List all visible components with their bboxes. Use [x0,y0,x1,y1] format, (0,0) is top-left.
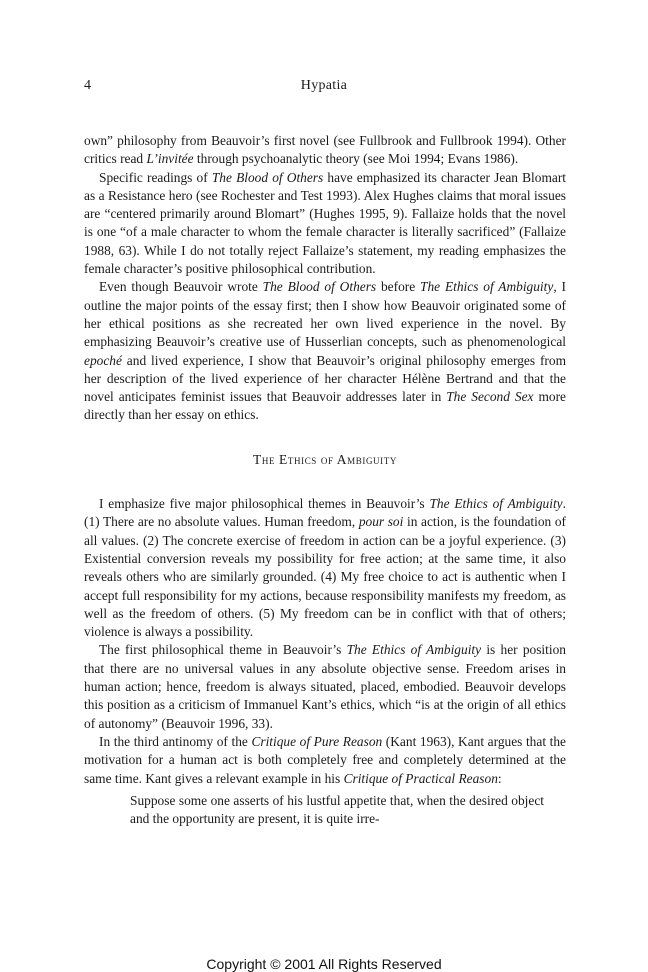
text-run: in action, is the foundation of all values. (2) The concrete exercise of freedom in action can be a joyful experience. (3) Existential conversion reveals my possibility for free action; at the same time, it also reveals others who are similarly grounded. (4) My free choice to act is authentic when I accept full responsibility for my actions, because responsibility manifests my freedom, as well as the freedom of others. (5) My freedom can be in conflict with that of others; violence is always a possibility. [84,514,566,640]
italic-text: The Second Sex [446,389,534,405]
text-run: I emphasize five major philosophical themes in Beauvoir’s [99,496,430,512]
copyright-footer: Copyright © 2001 All Rights Reserved [206,956,442,972]
italic-text: The Ethics of Ambiguity [420,279,554,295]
text-run: Even though Beauvoir wrote [99,279,263,295]
italic-text: The Ethics of Ambiguity [429,496,563,512]
text-run: own” philosophy from Beauvoir’s first novel (see Fullbrook and Fullbrook 1994). Other critics read [84,133,566,167]
italic-text: The Ethics of Ambiguity [346,642,482,658]
paragraph [84,641,566,732]
text-run: . (1) There are no absolute values. Human freedom, [84,496,566,530]
paragraph [84,278,566,424]
text-run: , I outline the major points of the essay first; then I show how Beauvoir originated some of her ethical positions as she recreated her own lived experience in the novel. By emphasizing Beauvoir’s creative use of Husserlian concepts, such as phenomenological [84,279,566,350]
paragraph [84,733,566,788]
text-run: and lived experience, I show that Beauvoir’s original philosophy emerges from her description of the lived experience of her character Hélène Bertrand and that the novel anticipates feminist issues that Beauvoir addresses later in [84,352,566,405]
text-run: The first philosophical theme in Beauvoir’s [99,642,347,658]
running-head: Hypatia [300,78,348,93]
italic-text: epoché [84,352,122,368]
italic-text: The Blood of Others [262,279,377,295]
page-number: 4 [84,78,91,93]
paragraph [84,169,566,279]
section-heading: The Ethics of Ambiguity [253,451,397,467]
text-run: (Kant 1963), Kant argues that the motivation for a human act is both completely free and completely determined at the same time. Kant gives a relevant example in his [84,733,566,786]
text-run: : [497,770,502,786]
italic-text: The Blood of Others [211,169,324,185]
block-quote: Suppose some one asserts of his lustful appetite that, when the desired object and the opportunity are present, it is quite irre- [130,792,544,827]
italic-text: L’invitée [146,151,194,167]
text-run: Specific readings of [99,169,212,185]
paragraph [84,132,566,169]
text-run: through psychoanalytic theory (see Moi 1994; Evans 1986). [193,151,519,167]
italic-text: Critique of Practical Reason [343,770,498,786]
text-run: In the third antinomy of the [99,733,252,749]
text-run: is her position that there are no universal values in any absolute objective sense. Freedom arises in human action; hence, freedom is always situated, placed, embodied. Beauvoir develops this position as a criticism of Immanuel Kant’s ethics, which “is at the origin of all ethics of autonomy” (Beauvoir 1996, 33). [84,642,566,731]
italic-text: Critique of Pure Reason [251,733,383,749]
italic-text: pour soi [358,514,404,530]
paragraph [84,495,566,641]
text-run: have emphasized its character Jean Blomart as a Resistance hero (see Rochester and Test 1993). Alex Hughes claims that moral issues are “centered primarily around Blomart” (Hughes 1995, 9). Fallaize holds that the novel is one “of a male character to whom the female character is literally sacrificed” (Fallaize 1988, 63). While I do not totally reject Fallaize’s statement, my reading emphasizes the female character’s positive philosophical contribution. [84,169,566,277]
text-run: more directly than her essay on ethics. [84,389,566,423]
article-body [84,132,566,828]
text-run: before [376,279,421,295]
